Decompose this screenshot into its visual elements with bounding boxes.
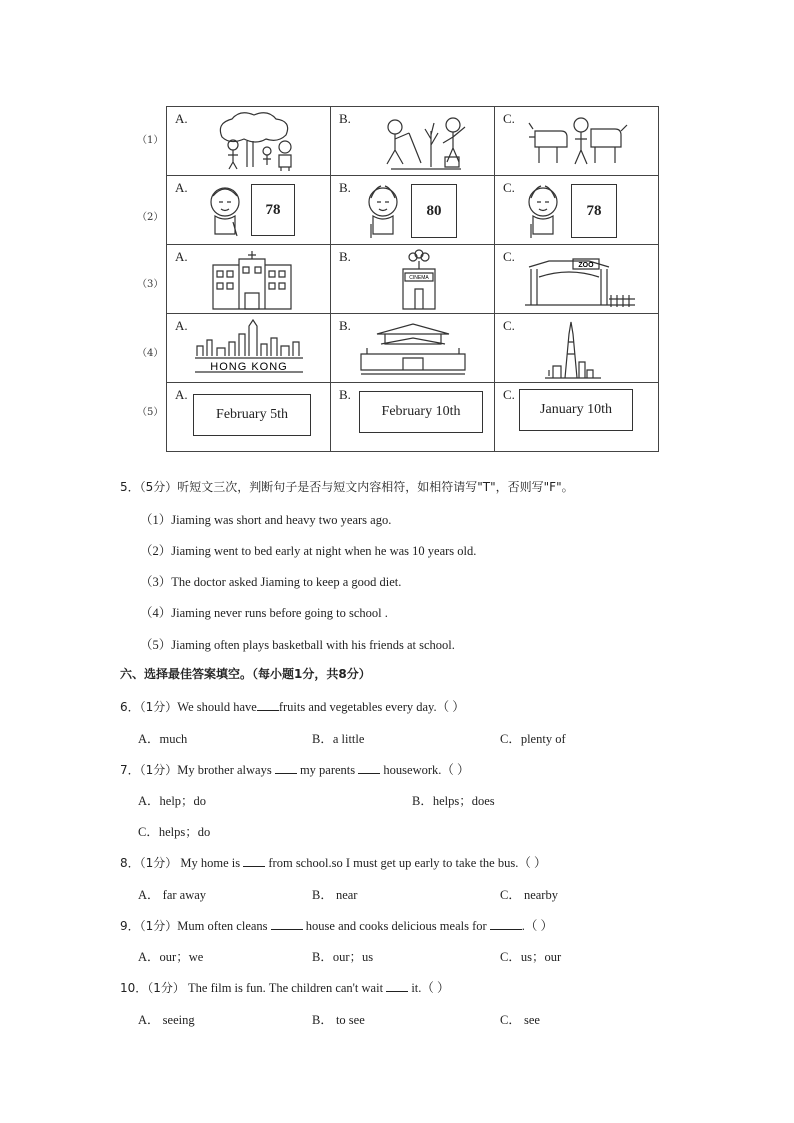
picture-cell	[137, 176, 331, 245]
cinema-icon	[331, 245, 494, 313]
q5-item: （1）Jiaming was short and heavy two years ago.	[140, 513, 392, 527]
picture-row	[167, 383, 659, 452]
picture-cell	[137, 107, 331, 176]
people-under-tree-icon	[167, 107, 330, 175]
row-number: （4）	[137, 348, 164, 359]
picture-table	[137, 106, 659, 452]
hospital-icon	[167, 245, 330, 313]
q5-item: （3）The doctor asked Jiaming to keep a good diet.	[140, 575, 402, 589]
option-b[interactable]: B．helps；does	[412, 794, 495, 808]
picture-cell	[495, 107, 659, 176]
option-b[interactable]: B． near	[312, 888, 358, 902]
date-box: February 10th	[359, 391, 483, 433]
option-b[interactable]: B． to see	[312, 1013, 365, 1027]
picture-cell	[495, 383, 659, 452]
question-7	[120, 760, 470, 778]
answer-blank[interactable]	[257, 699, 279, 711]
picture-cell	[331, 383, 495, 452]
zoo-gate-icon	[495, 245, 658, 313]
option-letter: B.	[339, 111, 351, 126]
option-a[interactable]: A．our；we	[138, 950, 204, 964]
option-letter: C.	[503, 318, 515, 333]
kids-planting-tree-icon	[331, 107, 494, 175]
grandma-icon	[167, 176, 330, 244]
question-text: .（ ）	[521, 919, 554, 933]
option-letter: A.	[175, 318, 188, 333]
question-text: from school.so I must get up early to take the bus.（ ）	[268, 856, 547, 870]
date-box: February 5th	[193, 394, 311, 436]
question-prefix: 6．（1分）	[120, 700, 178, 714]
question-text: My brother always	[177, 763, 272, 777]
option-letter: A.	[175, 249, 188, 264]
answer-blank[interactable]	[386, 980, 408, 992]
kid-with-cows-icon	[495, 107, 658, 175]
date-box: January 10th	[519, 389, 633, 431]
answer-blank[interactable]	[275, 762, 297, 774]
picture-cell	[331, 314, 495, 383]
option-c[interactable]: C．us；our	[500, 950, 562, 964]
question-prefix: 10．（1分）	[120, 981, 185, 995]
question-text: The film is fun. The children can't wait	[184, 981, 384, 995]
option-c[interactable]: C．plenty of	[500, 732, 566, 746]
age-number-box: 78	[571, 184, 617, 238]
question-text: house and cooks delicious meals for	[305, 919, 487, 933]
q5-item: （4）Jiaming never runs before going to school .	[140, 606, 388, 620]
option-letter: B.	[339, 180, 351, 195]
question-text: fruits and vegetables every day.（ ）	[278, 700, 465, 714]
picture-cell	[137, 245, 331, 314]
picture-cell	[331, 107, 495, 176]
question-10	[120, 978, 450, 996]
picture-row	[167, 314, 659, 383]
picture-row	[167, 107, 659, 176]
question-6	[120, 697, 465, 715]
q5-item: （2）Jiaming went to bed early at night when he was 10 years old.	[140, 544, 477, 558]
option-c[interactable]: C． see	[500, 1013, 540, 1027]
question-prefix: 8．（1分）	[120, 856, 178, 870]
option-b[interactable]: B．a little	[312, 732, 365, 746]
option-a[interactable]: A．much	[138, 732, 188, 746]
question-prefix: 7．（1分）	[120, 763, 178, 777]
answer-blank[interactable]	[243, 855, 265, 867]
option-letter: C.	[503, 180, 515, 195]
hong-kong-sign: HONG KONG	[210, 361, 288, 373]
answer-blank[interactable]	[490, 918, 522, 930]
age-number-box: 78	[251, 184, 295, 236]
question-text: housework.（ ）	[383, 763, 470, 777]
picture-cell	[495, 314, 659, 383]
picture-cell	[495, 245, 659, 314]
row-number: （3）	[137, 279, 164, 290]
option-letter: C.	[503, 249, 515, 264]
age-number-box: 80	[411, 184, 457, 238]
row-number: （2）	[137, 212, 164, 223]
question-prefix: 9．（1分）	[120, 919, 178, 933]
option-letter: B.	[339, 387, 351, 402]
option-letter: A.	[175, 111, 188, 126]
picture-cell	[495, 176, 659, 245]
q5-heading: 5．（5分）听短文三次，判断句子是否与短文内容相符，如相符请写"T"，否则写"F"。	[120, 480, 574, 494]
answer-blank[interactable]	[271, 918, 303, 930]
question-text: my parents	[299, 763, 356, 777]
option-c[interactable]: C．helps；do	[138, 825, 211, 839]
picture-cell	[331, 245, 495, 314]
picture-row	[167, 245, 659, 314]
row-number: （1）	[137, 135, 164, 146]
question-text: We should have	[177, 700, 257, 714]
hong-kong-skyline-icon	[167, 314, 330, 382]
option-letter: B.	[339, 249, 351, 264]
section-title: 六、选择最佳答案填空。（每小题1分，共8分）	[120, 667, 371, 681]
picture-row	[167, 176, 659, 245]
question-text: My home is	[177, 856, 241, 870]
option-c[interactable]: C． nearby	[500, 888, 558, 902]
option-letter: B.	[339, 318, 351, 333]
option-letter: C.	[503, 387, 515, 402]
question-text: it.（ ）	[411, 981, 450, 995]
question-9	[120, 916, 553, 934]
option-letter: C.	[503, 111, 515, 126]
option-a[interactable]: A． seeing	[138, 1013, 195, 1027]
tiananmen-icon	[331, 314, 494, 382]
zoo-sign: ZOO	[578, 262, 594, 269]
canton-tower-icon	[495, 314, 658, 382]
picture-cell	[331, 176, 495, 245]
option-b[interactable]: B．our；us	[312, 950, 374, 964]
question-8	[120, 853, 546, 871]
row-number: （5）	[137, 407, 164, 418]
picture-cell	[137, 314, 331, 383]
option-letter: A.	[175, 387, 188, 402]
picture-cell	[137, 383, 331, 452]
question-text: Mum often cleans	[177, 919, 268, 933]
option-letter: A.	[175, 180, 188, 195]
answer-blank[interactable]	[358, 762, 380, 774]
q5-item: （5）Jiaming often plays basketball with his friends at school.	[140, 638, 455, 652]
option-a[interactable]: A． far away	[138, 888, 207, 902]
option-a[interactable]: A．help；do	[138, 794, 207, 808]
cinema-sign: CINEMA	[409, 275, 429, 281]
